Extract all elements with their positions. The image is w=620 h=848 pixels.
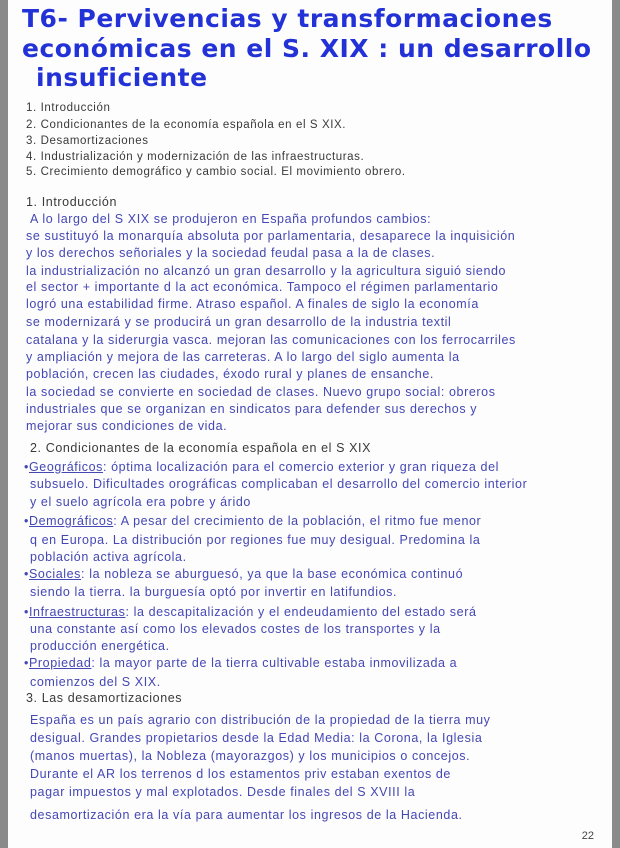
bullet-text: : la mayor parte de la tierra cultivable estaba inmovilizada a bbox=[91, 656, 458, 670]
bullet-text: : la nobleza se aburguesó, ya que la base económica continuó bbox=[81, 567, 464, 581]
bullet-line bbox=[24, 459, 499, 475]
bullet-text: : la descapitalización y el endeudamiento del estado será bbox=[125, 605, 477, 619]
bullet-label: Geográficos bbox=[28, 460, 103, 474]
bullet-line bbox=[24, 604, 477, 620]
bullet-text: : A pesar del crecimiento de la población, el ritmo fue menor bbox=[113, 514, 482, 528]
bullet-label: Sociales bbox=[28, 567, 82, 581]
paragraph-line: A lo largo del S XIX se produjeron en España profundos cambios: bbox=[30, 212, 432, 226]
paragraph-line: catalana y la siderurgia vasca. mejoran las comunicaciones con los ferrocarriles bbox=[26, 333, 516, 347]
paragraph-line: una constante así como los elevados costes de los transportes y la bbox=[30, 622, 441, 636]
section-heading: 2. Condicionantes de la economía española en el S XIX bbox=[30, 441, 372, 455]
paragraph-line: q en Europa. La distribución por regiones fue muy desigual. Predomina la bbox=[30, 533, 481, 547]
paragraph-line: comienzos del S XIX. bbox=[30, 675, 161, 689]
bullet-icon: • bbox=[24, 460, 29, 474]
paragraph-line: siendo la tierra. la burguesía optó por invertir en latifundios. bbox=[30, 585, 398, 599]
page-number: 22 bbox=[581, 830, 594, 842]
paragraph-line: el sector + importante d la act económica. Tampoco el régimen parlamentario bbox=[26, 280, 499, 294]
bullet-label: Infraestructuras bbox=[28, 605, 126, 619]
bullet-icon: • bbox=[24, 605, 29, 619]
paragraph-line: España es un país agrario con distribución de la propiedad de la tierra muy bbox=[30, 713, 491, 727]
bullet-icon: • bbox=[24, 656, 29, 670]
paragraph-line: se modernizará y se producirá un gran desarrollo de la industria textil bbox=[26, 315, 452, 329]
paragraph-line: Durante el AR los terrenos d los estamentos priv estaban exentos de bbox=[30, 767, 451, 781]
bullet-icon: • bbox=[24, 514, 29, 528]
title-line: económicas en el S. XIX : un desarrollo bbox=[22, 34, 592, 63]
toc-item: 4. Industrialización y modernización de las infraestructuras. bbox=[26, 151, 365, 163]
paragraph-line: población, crecen las ciudades, éxodo rural y planes de ensanche. bbox=[26, 367, 434, 381]
paragraph-line: mejorar sus condiciones de vida. bbox=[26, 419, 228, 433]
paragraph-line: logró una estabilidad firme. Atraso español. A finales de siglo la economía bbox=[26, 297, 479, 311]
title-line: insuficiente bbox=[36, 63, 208, 92]
paragraph-line: desigual. Grandes propietarios desde la Edad Media: la Corona, la Iglesia bbox=[30, 731, 483, 745]
toc-item: 3. Desamortizaciones bbox=[26, 135, 149, 147]
bullet-line bbox=[24, 513, 481, 529]
toc-item: 5. Crecimiento demográfico y cambio social. El movimiento obrero. bbox=[26, 166, 406, 178]
paragraph-line: subsuelo. Dificultades orográficas complicaban el desarrollo del comercio interior bbox=[30, 477, 528, 491]
paragraph-line: población activa agrícola. bbox=[30, 550, 187, 564]
paragraph-line: producción energética. bbox=[30, 639, 170, 653]
section-heading: 3. Las desamortizaciones bbox=[26, 691, 183, 705]
paragraph-line: y los derechos señoriales y la sociedad feudal pasa a la de clases. bbox=[26, 246, 436, 260]
bullet-icon: • bbox=[24, 567, 29, 581]
toc-item: 1. Introducción bbox=[26, 102, 111, 114]
bullet-line bbox=[24, 655, 457, 671]
paragraph-line: industriales que se organizan en sindicatos para defender sus derechos y bbox=[26, 402, 478, 416]
bullet-line bbox=[24, 566, 463, 582]
section-heading: 1. Introducción bbox=[26, 195, 117, 209]
notebook-page bbox=[8, 0, 612, 848]
paragraph-line: la sociedad se convierte en sociedad de clases. Nuevo grupo social: obreros bbox=[26, 385, 496, 399]
title-line: T6- Pervivencias y transformaciones bbox=[22, 4, 553, 33]
toc-item: 2. Condicionantes de la economía española en el S XIX. bbox=[26, 119, 347, 131]
paragraph-line: se sustituyó la monarquía absoluta por parlamentaria, desaparece la inquisición bbox=[26, 229, 516, 243]
paragraph-line: pagar impuestos y mal explotados. Desde finales del S XVIII la bbox=[30, 785, 416, 799]
paragraph-line: la industrialización no alcanzó un gran desarrollo y la agricultura siguió siendo bbox=[26, 264, 507, 278]
bullet-text: : óptima localización para el comercio exterior y gran riqueza del bbox=[102, 460, 500, 474]
bullet-label: Propiedad bbox=[28, 656, 92, 670]
paragraph-line: y ampliación y mejora de las carreteras. A lo largo del siglo aumenta la bbox=[26, 350, 460, 364]
paragraph-line: desamortización era la vía para aumentar los ingresos de la Hacienda. bbox=[30, 808, 463, 822]
paragraph-line: y el suelo agrícola era pobre y árido bbox=[30, 495, 251, 509]
paragraph-line: (manos muertas), la Nobleza (mayorazgos) y los municipios o concejos. bbox=[30, 749, 471, 763]
bullet-label: Demográficos bbox=[28, 514, 114, 528]
